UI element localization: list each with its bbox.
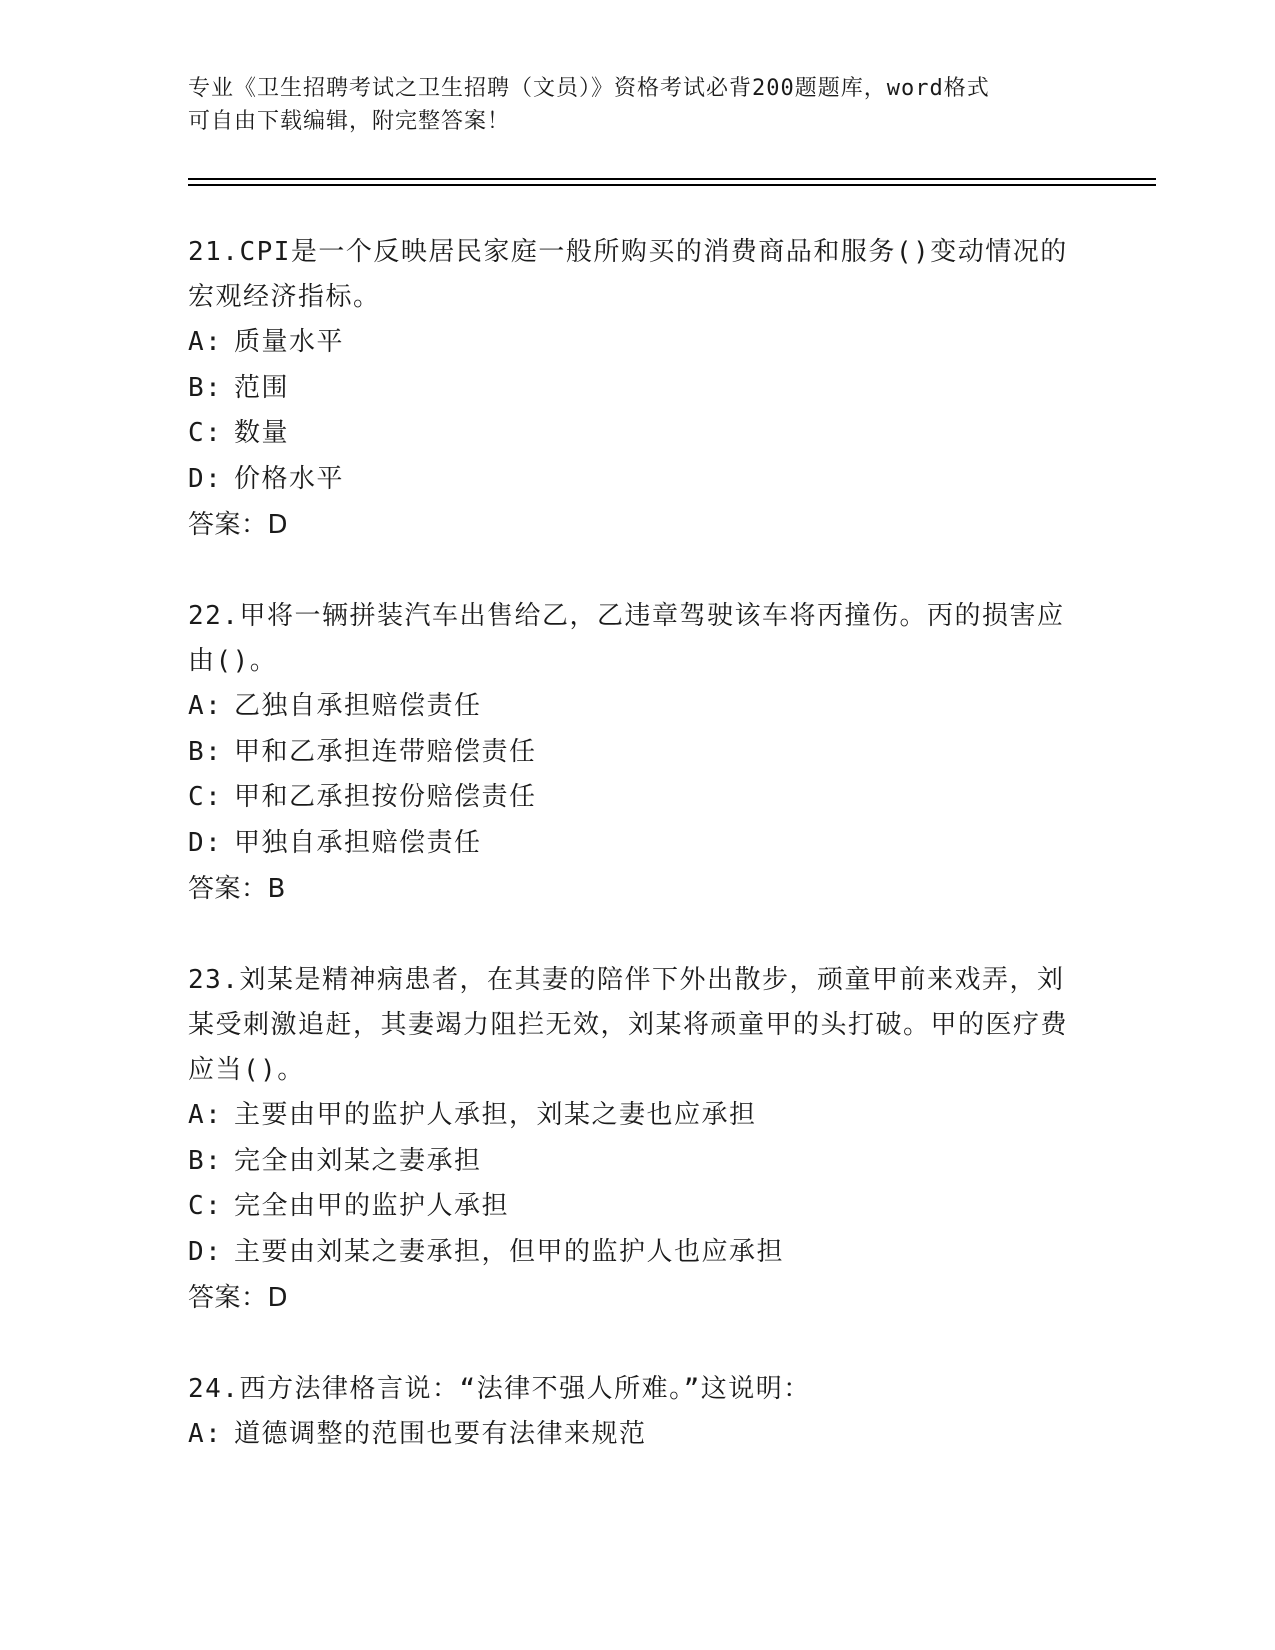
header-divider-bottom [188, 184, 1156, 186]
question-22 [188, 594, 1088, 912]
option-letter: B: [188, 736, 223, 767]
option-text: 质量水平 [234, 327, 345, 357]
option-letter: D: [188, 1236, 223, 1267]
option-text: 主要由刘某之妻承担，但甲的监护人也应承担 [234, 1236, 785, 1267]
option-text: 甲独自承担赔偿责任 [234, 827, 482, 858]
option-text: 乙独自承担赔偿责任 [234, 691, 482, 721]
option-text: 主要由甲的监护人承担，刘某之妻也应承担 [234, 1100, 757, 1130]
option-d [188, 821, 1088, 867]
question-23 [188, 958, 1088, 1321]
option-text: 范围 [234, 372, 290, 403]
option-b [188, 730, 1088, 776]
answer-line: 答案：D [188, 510, 289, 540]
option-letter: A: [188, 1100, 223, 1130]
option-text: 价格水平 [234, 463, 345, 494]
question-list [188, 230, 1088, 1504]
option-a [188, 684, 1088, 730]
option-d [188, 1230, 1088, 1276]
header-divider-top [188, 178, 1156, 180]
option-text: 完全由甲的监护人承担 [234, 1191, 510, 1221]
question-21 [188, 230, 1088, 548]
header-line-2: 可自由下载编辑，附完整答案！ [188, 109, 511, 134]
option-text: 道德调整的范围也要有法律来规范 [234, 1419, 647, 1449]
option-text: 完全由刘某之妻承担 [234, 1145, 482, 1176]
option-letter: B: [188, 1145, 223, 1176]
option-c [188, 775, 1088, 821]
option-a [188, 320, 1088, 366]
question-24 [188, 1367, 1088, 1458]
option-letter: A: [188, 327, 223, 357]
question-text: 21.CPI是一个反映居民家庭一般所购买的消费商品和服务()变动情况的宏观经济指标。 [188, 237, 1068, 312]
option-c [188, 411, 1088, 457]
question-text: 22.甲将一辆拼装汽车出售给乙，乙违章驾驶该车将丙撞伤。丙的损害应由()。 [188, 601, 1065, 676]
option-letter: D: [188, 827, 223, 858]
question-text: 24.西方法律格言说：“法律不强人所难。”这说明： [188, 1374, 811, 1404]
answer-line: 答案：D [188, 1283, 289, 1313]
option-letter: B: [188, 372, 223, 403]
option-text: 甲和乙承担按份赔偿责任 [234, 782, 537, 812]
option-text: 数量 [234, 418, 290, 448]
option-letter: A: [188, 691, 223, 721]
option-letter: C: [188, 1191, 223, 1221]
option-b [188, 366, 1088, 412]
question-text: 23.刘某是精神病患者，在其妻的陪伴下外出散步，顽童甲前来戏弄，刘某受刺激追赶，其妻竭力阻拦无效，刘某将顽童甲的头打破。甲的医疗费应当()。 [188, 965, 1069, 1085]
option-letter: C: [188, 418, 223, 448]
option-a [188, 1412, 1088, 1458]
option-d [188, 457, 1088, 503]
option-letter: C: [188, 782, 223, 812]
answer-line: 答案：B [188, 874, 286, 904]
document-header [188, 72, 1068, 138]
option-letter: A: [188, 1419, 223, 1449]
option-c [188, 1184, 1088, 1230]
header-line-1: 专业《卫生招聘考试之卫生招聘（文员）》资格考试必背200题题库，word格式 [188, 76, 990, 101]
option-b [188, 1139, 1088, 1185]
option-a [188, 1093, 1088, 1139]
option-text: 甲和乙承担连带赔偿责任 [234, 736, 537, 767]
option-letter: D: [188, 463, 223, 494]
